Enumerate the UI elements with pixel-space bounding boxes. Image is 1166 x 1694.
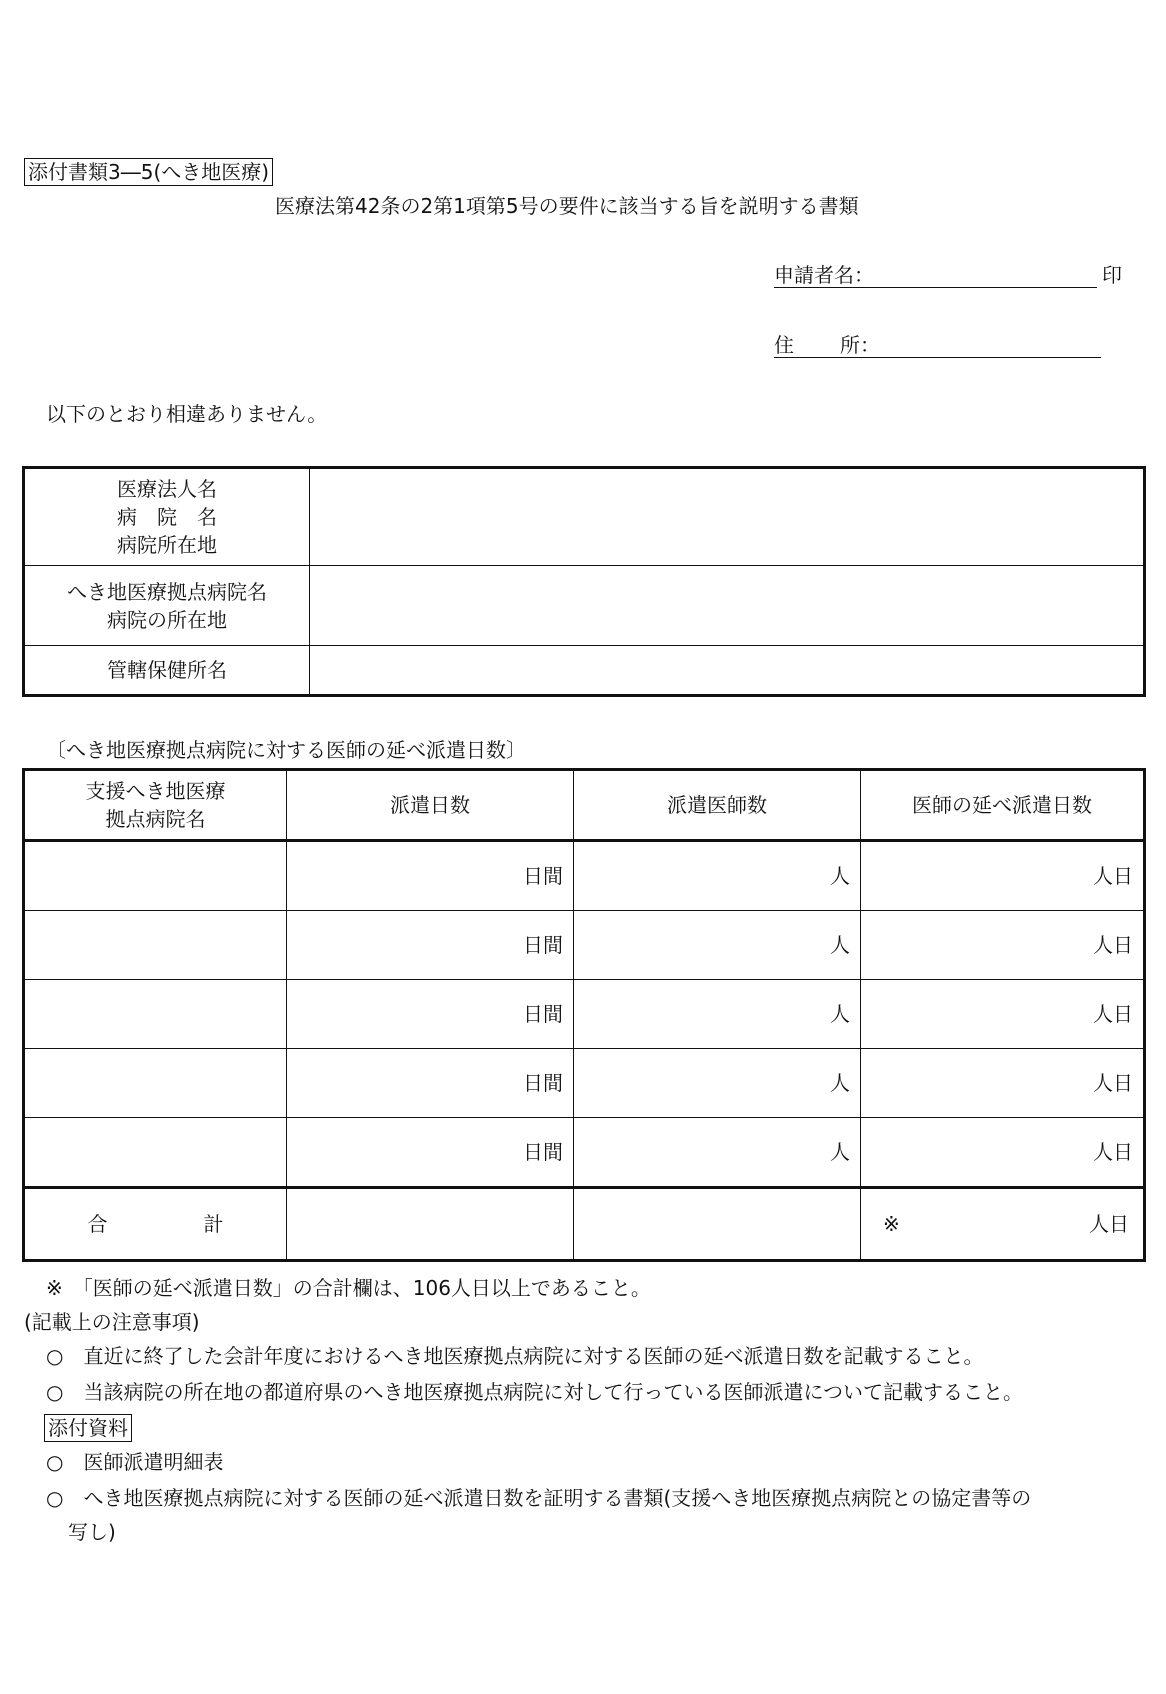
address-label bbox=[774, 333, 1101, 358]
table-row bbox=[24, 841, 1145, 911]
hospital-name-cell[interactable] bbox=[24, 911, 287, 980]
hospital-info-label: 医療法人名 病 院 名 病院所在地 bbox=[24, 468, 310, 566]
total-person-days-cell[interactable] bbox=[861, 1188, 1145, 1261]
statement: 以下のとおり相違ありません。 bbox=[46, 402, 328, 426]
header-support-hospital: 支援へき地医療 拠点病院名 bbox=[24, 770, 287, 841]
doctors-cell[interactable]: 人 bbox=[574, 980, 861, 1049]
applicant-name-label bbox=[774, 263, 1097, 288]
table-row bbox=[24, 646, 1145, 696]
total-label: 合 計 bbox=[24, 1188, 287, 1261]
table-header-row bbox=[24, 770, 1145, 841]
total-days-cell[interactable] bbox=[287, 1188, 574, 1261]
doctors-cell[interactable]: 人 bbox=[574, 911, 861, 980]
document-title: 医療法第42条の2第1項第5号の要件に該当する旨を説明する書類 bbox=[275, 194, 859, 218]
hospital-name-cell[interactable] bbox=[24, 980, 287, 1049]
total-row bbox=[24, 1188, 1145, 1261]
header-dispatch-days: 派遣日数 bbox=[287, 770, 574, 841]
person-days-cell[interactable]: 人日 bbox=[861, 1049, 1145, 1118]
days-cell[interactable]: 日間 bbox=[287, 1118, 574, 1188]
header-doctor-count: 派遣医師数 bbox=[574, 770, 861, 841]
days-cell[interactable]: 日間 bbox=[287, 911, 574, 980]
dispatch-caption: 〔へき地医療拠点病院に対する医師の延べ派遣日数〕 bbox=[46, 738, 526, 762]
footnote: ※ 「医師の延べ派遣日数」の合計欄は、106人日以上であること。 bbox=[46, 1276, 651, 1300]
doctors-cell[interactable]: 人 bbox=[574, 1118, 861, 1188]
doctors-cell[interactable]: 人 bbox=[574, 841, 861, 911]
total-unit: 人日 bbox=[1089, 1212, 1129, 1236]
attachment-item-continued: 写し) bbox=[68, 1520, 116, 1544]
total-doctors-cell[interactable] bbox=[574, 1188, 861, 1261]
attachment-item: ○ 医師派遣明細表 bbox=[46, 1450, 224, 1474]
hospital-name-cell[interactable] bbox=[24, 841, 287, 911]
address-label-part2: 所： bbox=[840, 333, 880, 357]
total-mark: ※ bbox=[883, 1212, 900, 1236]
table-row bbox=[24, 911, 1145, 980]
person-days-cell[interactable]: 人日 bbox=[861, 841, 1145, 911]
person-days-cell[interactable]: 人日 bbox=[861, 911, 1145, 980]
person-days-cell[interactable]: 人日 bbox=[861, 980, 1145, 1049]
table-row bbox=[24, 1049, 1145, 1118]
header-total-person-days: 医師の延べ派遣日数 bbox=[861, 770, 1145, 841]
days-cell[interactable]: 日間 bbox=[287, 980, 574, 1049]
hospital-info-value[interactable] bbox=[310, 468, 1145, 566]
base-hospital-label: へき地医療拠点病院名 病院の所在地 bbox=[24, 566, 310, 646]
person-days-cell[interactable]: 人日 bbox=[861, 1118, 1145, 1188]
table-row bbox=[24, 566, 1145, 646]
note-item: ○ 直近に終了した会計年度におけるへき地医療拠点病院に対する医師の延べ派遣日数を記載すること。 bbox=[46, 1344, 984, 1368]
attachments-heading: 添付資料 bbox=[44, 1414, 132, 1442]
health-center-label: 管轄保健所名 bbox=[24, 646, 310, 696]
base-hospital-value[interactable] bbox=[310, 566, 1145, 646]
table-row bbox=[24, 1118, 1145, 1188]
applicant-seal: 印 bbox=[1102, 263, 1122, 287]
doctors-cell[interactable]: 人 bbox=[574, 1049, 861, 1118]
health-center-value[interactable] bbox=[310, 646, 1145, 696]
days-cell[interactable]: 日間 bbox=[287, 1049, 574, 1118]
attachment-label: 添付書類3―5(へき地医療) bbox=[24, 158, 273, 186]
hospital-name-cell[interactable] bbox=[24, 1118, 287, 1188]
hospital-name-cell[interactable] bbox=[24, 1049, 287, 1118]
applicant-label-text: 申請者名： bbox=[774, 263, 874, 287]
notes-heading: (記載上の注意事項) bbox=[24, 1310, 200, 1334]
dispatch-table bbox=[22, 768, 1146, 1262]
note-item: ○ 当該病院の所在地の都道府県のへき地医療拠点病院に対して行っている医師派遣について記載すること。 bbox=[46, 1380, 1024, 1404]
hospital-info-table bbox=[22, 466, 1146, 697]
days-cell[interactable]: 日間 bbox=[287, 841, 574, 911]
address-label-part1: 住 bbox=[774, 333, 794, 357]
table-row bbox=[24, 980, 1145, 1049]
attachment-item: ○ へき地医療拠点病院に対する医師の延べ派遣日数を証明する書類(支援へき地医療拠点病院との協定書等の bbox=[46, 1486, 1032, 1510]
table-row bbox=[24, 468, 1145, 566]
